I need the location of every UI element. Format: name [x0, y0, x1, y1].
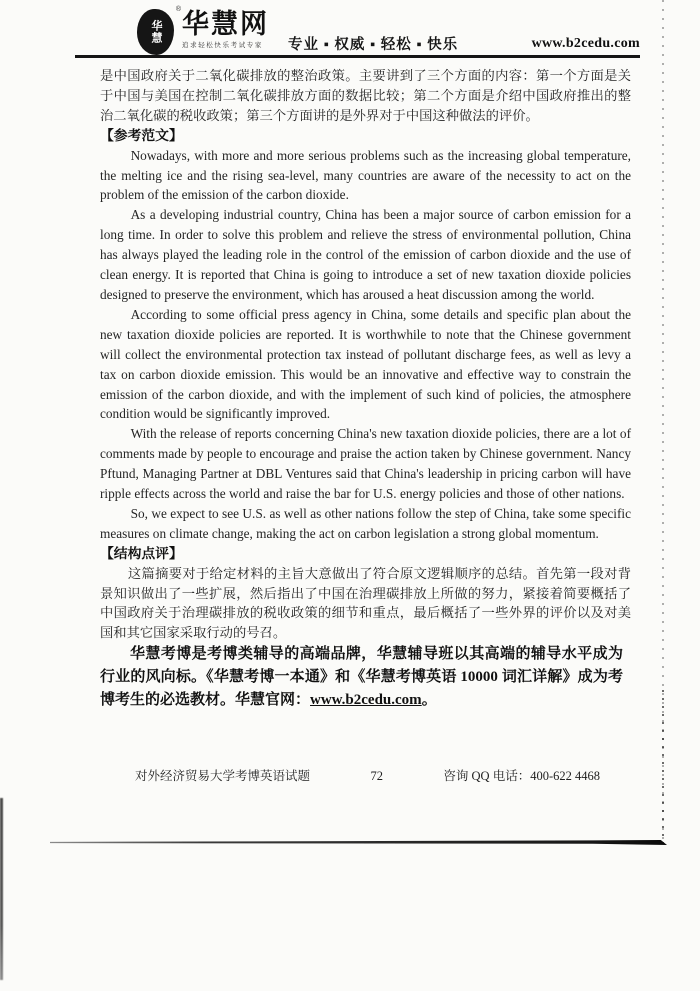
- scan-artifact-left-edge-bar: [0, 798, 3, 980]
- header-divider: [75, 55, 640, 58]
- footer-page-number: 72: [370, 769, 383, 783]
- promo-website-link: www.b2cedu.com: [310, 692, 422, 709]
- essay-paragraph: According to some official press agency in China, some details and specific plan about the new taxation dioxide policies are reported. It is worthwhile to note that the Chinese government will collect the environmental protection tax instead of pollutant discharge fees, as well as levy a tax on carbon dioxide emission. This would be an innovative and effective way to constrain the emission of the carbon dioxide, and with the implement of such kind of policies, the atmosphere condition would be significantly improved.: [100, 306, 631, 422]
- page-footer: [135, 766, 600, 784]
- structure-comment-paragraph: 这篇摘要对于给定材料的主旨大意做出了符合原文逻辑顺序的总结。首先第一段对背景知识做出了一些扩展，然后指出了中国在治理碳排放上所做的努力，紧接着简要概括了中国政府关于治理碳排放的税收政策的细节和重点，最后概括了一些外界的评价以及对美国和其它国家采取行动的号召。: [100, 565, 631, 641]
- section-title-structure-comment: 【结构点评】: [100, 545, 183, 561]
- brand-text-block: [182, 9, 269, 49]
- section-title-reference-essay: 【参考范文】: [100, 127, 183, 143]
- essay-paragraph: Nowadays, with more and more serious problems such as the increasing global temperature, the melting ice and the rising sea-level, many countries are aware of the necessity to act on the problem of the emission of the carbon dioxide.: [100, 147, 631, 203]
- registered-trademark-icon: ®: [175, 6, 181, 13]
- promo-text-tail: 。: [421, 692, 437, 709]
- promo-text: 华慧考博是考博类辅导的高端品牌，华慧辅导班以其高端的辅导水平成为行业的风向标。《华慧考博一本通》和《华慧考博英语 10000 词汇详解》成为考博考生的必选教材。华慧官网：: [100, 646, 623, 709]
- page-header: [0, 0, 700, 58]
- continuation-paragraph: 是中国政府关于二氧化碳排放的整治政策。主要讲到了三个方面的内容：第一个方面是关于中国与美国在控制二氧化碳排放方面的数据比较；第二个方面是介绍中国政府推出的整治二氧化碳的税收政策；第三个方面讲的是外界对于中国这种做法的评价。: [100, 68, 631, 123]
- footer-contact: 咨询 QQ 电话：400-622 4468: [443, 769, 600, 783]
- scan-artifact-horizontal-line: [50, 840, 667, 845]
- promo-paragraph: [100, 643, 631, 712]
- footer-exam-title: 对外经济贸易大学考博英语试题: [135, 769, 311, 783]
- seal-characters: 华慧: [150, 20, 162, 44]
- header-website-url: www.b2cedu.com: [531, 36, 640, 51]
- brand-name: 华慧网: [182, 9, 269, 39]
- document-body: [100, 66, 631, 712]
- scan-artifact-dotted-vertical-line-dark: [662, 690, 664, 845]
- brand-seal-icon: [137, 6, 181, 55]
- huahui-logo: [137, 6, 269, 55]
- essay-paragraph: With the release of reports concerning China's new taxation dioxide policies, there are a lot of comments made by people to encourage and praise the action taken by Chinese government. Nancy Pftund, Managing Partner at DBL Ventures said that China's leadership in pricing carbon will have ripple effects across the world and raise the bar for U.S. energy policies and those of other nations.: [100, 426, 631, 502]
- essay-paragraph: As a developing industrial country, China has been a major source of carbon emission for a long time. In order to solve this problem and relieve the stress of environmental pollution, China has always played the leading role in the control of the emission of carbon dioxide and the use of clean energy. It is reported that China is going to introduce a set of new taxation dioxide policies designed to preserve the environment, which has aroused a heat discussion among the world.: [100, 207, 631, 302]
- essay-paragraph: So, we expect to see U.S. as well as other nations follow the step of China, take some specific measures on climate change, making the act on carbon legislation a strong global momentum.: [100, 505, 631, 541]
- brand-tagline: 追求轻松快乐考试专家: [182, 42, 263, 49]
- header-slogan: 专业 ▪ 权威 ▪ 轻松 ▪ 快乐: [288, 37, 459, 53]
